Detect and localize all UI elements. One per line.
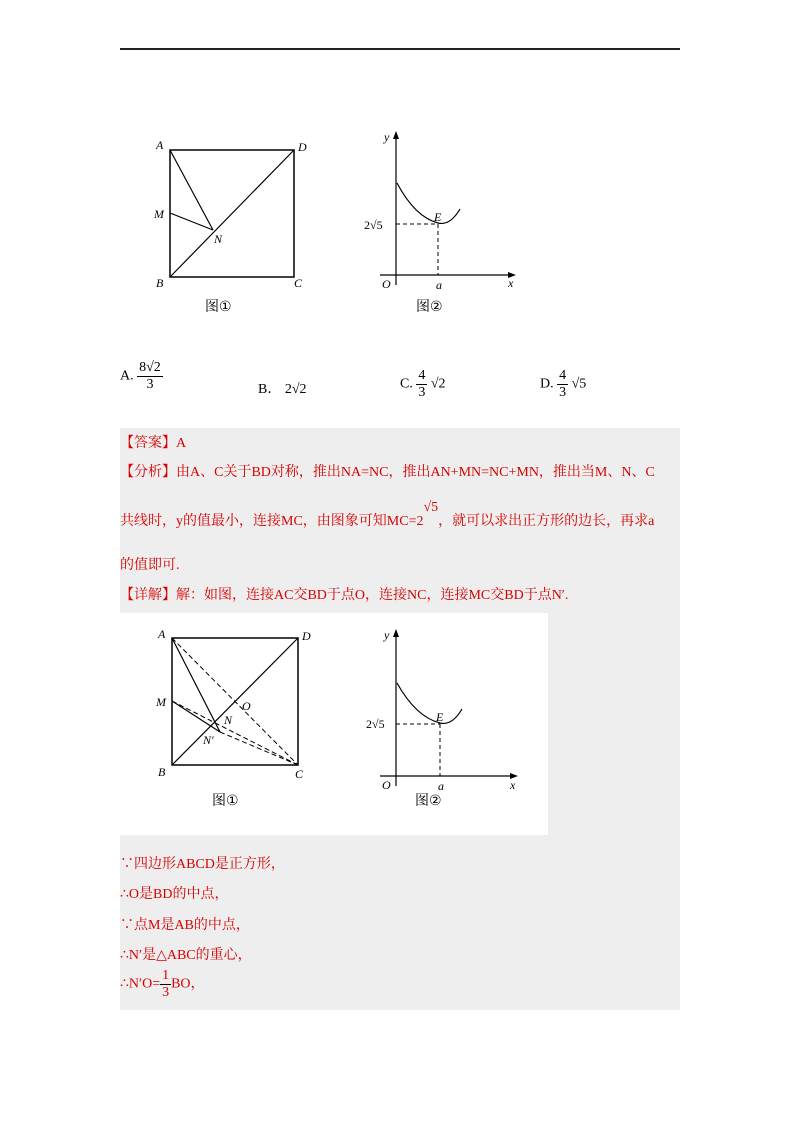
sol-label-y-tick: 2√5 [366,717,385,731]
sol-label-E: E [436,710,444,724]
figure-1-caption: 图① [205,299,232,315]
sol-label-origin: O [382,778,391,792]
label-M: M [154,207,164,221]
sol-label-D: D [302,629,311,643]
step-1: ∵四边形ABCD是正方形， [120,857,285,872]
figure-1-square [150,135,320,310]
option-c-fraction: $\frac{4}{3}$ [418,368,426,400]
label-y: y [384,130,390,144]
sol-label-N-prime: N′ [203,733,214,747]
label-C: C [294,276,303,290]
step-5: ∴N′O= $\frac{1}{3}$ BO， [120,968,205,1000]
solution-panel [120,428,680,1010]
option-c [400,368,446,401]
header-rule [120,48,680,50]
detail-intro: 【详解】解：如图，连接AC交BD于点O，连接NC，连接MC交BD于点N′. [120,588,569,603]
figure-2-graph [360,125,530,300]
option-d-radical: √5 [571,376,587,392]
analysis-line-3: 的值即可. [120,558,180,573]
option-d [540,368,586,401]
option-a-fraction: $\frac{8√2}{3}$ [139,360,161,392]
sol-label-C: C [295,767,304,781]
label-a: a [436,278,442,292]
option-d-fraction: $\frac{4}{3}$ [559,368,567,400]
option-b-prefix: B． [258,382,282,397]
sol-label-a: a [438,779,444,793]
sol-label-N: N [224,713,233,727]
solution-figure-1 [150,628,340,828]
analysis-line-1: 【分析】由A、C关于BD对称，推出NA=NC，推出AN+MN=NC+MN，推出当M、N、C [120,465,655,480]
step-5-fraction: $\frac{1}{3}$ [162,968,170,1000]
answer-value: A [176,436,187,451]
label-D: D [298,140,307,154]
sol-label-y: y [384,628,390,642]
step-2: ∴O是BD的中点， [120,887,229,902]
option-a-prefix: A. [120,368,134,384]
sol-label-x: x [510,778,516,792]
sol-label-A: A [158,628,166,641]
solution-figure-2 [360,621,530,821]
label-N: N [214,232,223,246]
answer-line: 【答案】A [120,436,187,451]
sol-label-O: O [242,699,251,713]
label-E: E [434,210,442,224]
sol-caption-2: 图② [415,793,442,809]
option-d-prefix: D. [540,376,554,392]
step-3: ∵点M是AB的中点， [120,918,250,933]
option-c-radical: √2 [430,376,446,392]
label-A: A [156,138,164,152]
sol-label-B: B [158,765,166,779]
option-a [120,360,163,393]
sol-caption-1: 图① [212,793,239,809]
label-y-tick: 2√5 [364,218,383,232]
solution-figure-box [120,613,548,835]
option-c-prefix: C. [400,376,413,392]
label-O: O [382,277,391,291]
sol-label-M: M [156,695,166,709]
label-x: x [508,276,514,290]
step-4: ∴N′是△ABC的重心， [120,948,252,963]
option-b-value: 2√2 [284,382,307,397]
label-B: B [156,276,164,290]
analysis-line-2: 共线时，y的值最小，连接MC，由图象可知MC=2√5，就可以求出正方形的边长，再求a [120,500,655,529]
option-b [258,378,307,398]
figure-2-caption: 图② [416,299,443,315]
